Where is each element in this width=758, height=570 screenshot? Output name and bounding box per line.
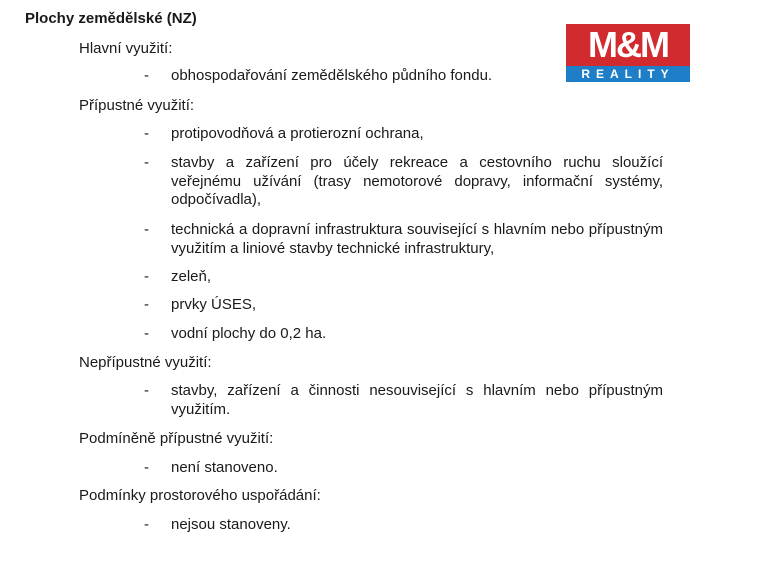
section-heading-conditional-use: Podmíněně přípustné využití: (79, 430, 274, 447)
section-heading-permitted-use: Přípustné využití: (79, 97, 195, 114)
logo-brand-text: M&M (588, 24, 668, 65)
list-item (144, 154, 663, 210)
section-heading-main-use: Hlavní využití: (79, 40, 173, 57)
bullet-dash: - (144, 459, 149, 476)
list-item-text: protipovodňová a protierozní ochrana, (171, 125, 424, 142)
bullet-dash: - (144, 268, 149, 285)
list-item (144, 382, 663, 419)
bullet-dash: - (144, 325, 149, 342)
list-item-text: stavby, zařízení a činnosti nesouvisející s hlavním nebo přípustným využitím. (171, 382, 663, 418)
list-item-text: zeleň, (171, 268, 212, 285)
bullet-dash: - (144, 382, 149, 399)
section-heading-prohibited-use: Nepřípustné využití: (79, 354, 212, 371)
bullet-dash: - (144, 516, 149, 533)
list-item (144, 296, 663, 315)
bullet-dash: - (144, 67, 149, 84)
list-item-text: technická a dopravní infrastruktura související s hlavním nebo přípustným využitím a liniové stavby technické infrastruktury, (171, 221, 663, 257)
bullet-dash: - (144, 296, 149, 313)
list-item-text: obhospodařování zemědělského půdního fondu. (171, 67, 493, 84)
list-item-text: nejsou stanoveny. (171, 516, 291, 533)
list-item (144, 67, 663, 86)
list-item (144, 125, 663, 144)
list-item-text: není stanoveno. (171, 459, 278, 476)
logo-sub-text: REALITY (581, 67, 675, 81)
list-item (144, 325, 663, 344)
bullet-dash: - (144, 154, 149, 171)
section-heading-spatial-conditions: Podmínky prostorového uspořádání: (79, 487, 321, 504)
bullet-dash: - (144, 125, 149, 142)
list-item (144, 268, 663, 287)
list-item-text: vodní plochy do 0,2 ha. (171, 325, 327, 342)
list-item-text: stavby a zařízení pro účely rekreace a cestovního ruchu sloužící veřejnému užívání (trasy nemotorové dopravy, informační systémy, odpočívadla), (171, 154, 663, 208)
document-title: Plochy zemědělské (NZ) (25, 10, 197, 27)
bullet-dash: - (144, 221, 149, 238)
list-item-text: prvky ÚSES, (171, 296, 257, 313)
list-item (144, 459, 663, 478)
list-item (144, 221, 663, 258)
list-item (144, 516, 663, 535)
